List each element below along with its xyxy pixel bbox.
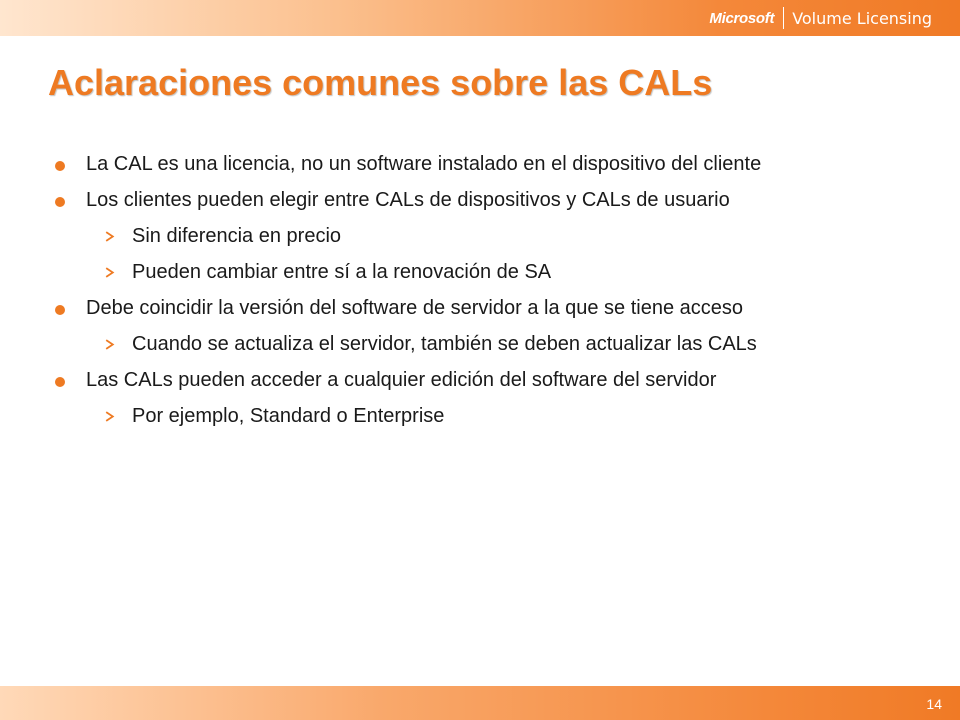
bullet-text: Los clientes pueden elegir entre CALs de dispositivos y CALs de usuario xyxy=(86,189,730,211)
slide-title: Aclaraciones comunes sobre las CALs xyxy=(48,62,713,103)
bullet-dot-icon xyxy=(55,161,65,171)
bullet-item xyxy=(48,368,908,392)
bullet-item xyxy=(48,188,908,212)
microsoft-wordmark: Microsoft xyxy=(709,9,775,27)
volume-licensing-label: Volume Licensing xyxy=(792,8,932,28)
bullet-item xyxy=(48,152,908,176)
sub-bullet-text: Sin diferencia en precio xyxy=(132,225,342,247)
sub-bullet-text: Cuando se actualiza el servidor, también se deben actualizar las CALs xyxy=(132,333,757,355)
chevron-right-icon xyxy=(104,267,115,278)
header-banner xyxy=(0,0,960,36)
chevron-right-icon xyxy=(104,231,115,242)
sub-bullet-text: Pueden cambiar entre sí a la renovación de SA xyxy=(132,261,552,283)
chevron-right-icon xyxy=(104,411,115,422)
page-number: 14 xyxy=(926,696,942,712)
bullet-dot-icon xyxy=(55,197,65,207)
bullet-item xyxy=(48,296,908,320)
bullet-text: La CAL es una licencia, no un software instalado en el dispositivo del cliente xyxy=(86,153,762,175)
bullet-dot-icon xyxy=(55,305,65,315)
footer-bar xyxy=(0,686,960,720)
bullet-text: Las CALs pueden acceder a cualquier edición del software del servidor xyxy=(86,369,717,391)
bullet-text: Debe coincidir la versión del software de servidor a la que se tiene acceso xyxy=(86,297,744,319)
sub-bullet-item xyxy=(48,224,908,248)
sub-bullet-item xyxy=(48,260,908,284)
logo-divider xyxy=(783,7,784,29)
microsoft-volume-licensing-logo xyxy=(709,6,932,30)
chevron-right-icon xyxy=(104,339,115,350)
sub-bullet-text: Por ejemplo, Standard o Enterprise xyxy=(132,405,445,427)
bullet-list xyxy=(48,152,908,440)
bullet-dot-icon xyxy=(55,377,65,387)
sub-bullet-item xyxy=(48,332,908,356)
sub-bullet-item xyxy=(48,404,908,428)
